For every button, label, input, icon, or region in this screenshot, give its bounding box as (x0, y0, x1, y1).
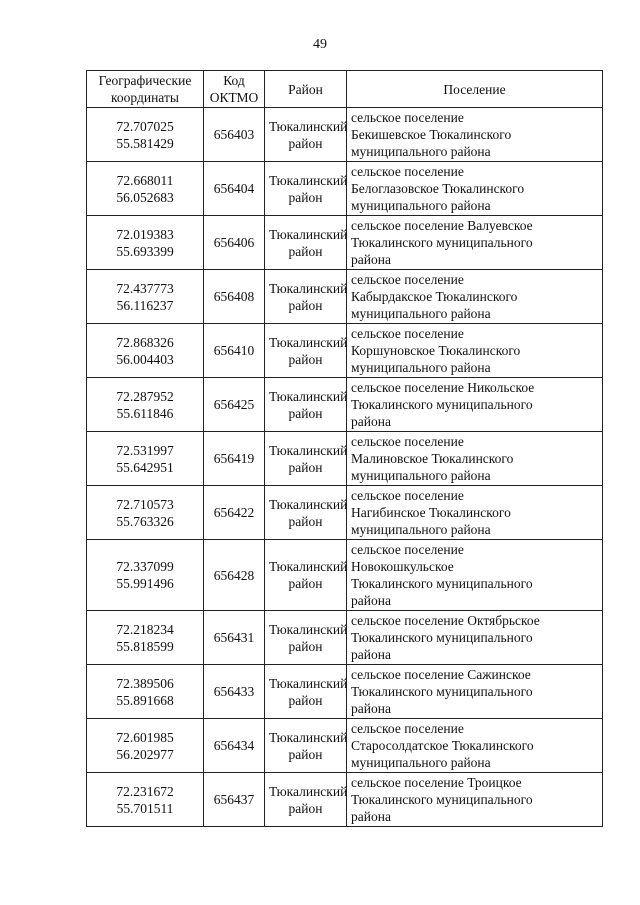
settlement-line: сельское поселение Сажинское (351, 667, 531, 682)
district-cell (265, 540, 347, 611)
settlement-cell (347, 108, 603, 162)
settlement-cell (347, 486, 603, 540)
longitude-value: 72.218234 (116, 621, 174, 637)
header-code-line: Код (223, 73, 245, 88)
district-line: Тюкалинский (269, 172, 348, 188)
coordinates-cell (87, 108, 204, 162)
settlement-line: района (351, 252, 391, 267)
header-settlement: Поселение (347, 71, 603, 108)
table-body (87, 108, 603, 827)
settlement-line: сельское поселение (351, 272, 464, 287)
district-line: Тюкалинский (269, 442, 348, 458)
settlement-cell (347, 270, 603, 324)
latitude-value: 55.611846 (116, 405, 174, 421)
district-line: Тюкалинский (269, 388, 348, 404)
district-line: Тюкалинский (269, 729, 348, 745)
settlement-line: сельское поселение Октябрьское (351, 613, 540, 628)
settlement-line: сельское поселение Никольское (351, 380, 535, 395)
oktmo-code-cell: 656433 (204, 665, 265, 719)
district-cell (265, 486, 347, 540)
longitude-value: 72.710573 (116, 496, 174, 512)
header-coordinates-line: координаты (111, 90, 179, 105)
table-row (87, 108, 603, 162)
table-row (87, 611, 603, 665)
settlement-cell (347, 540, 603, 611)
settlement-line: района (351, 701, 391, 716)
district-line: Тюкалинский (269, 280, 348, 296)
coordinates-cell (87, 162, 204, 216)
coordinates-cell (87, 432, 204, 486)
district-line: Тюкалинский (269, 496, 348, 512)
coordinates-cell (87, 773, 204, 827)
longitude-value: 72.389506 (116, 675, 174, 691)
settlement-line: района (351, 809, 391, 824)
district-cell (265, 270, 347, 324)
table-header-row (87, 71, 603, 108)
header-coordinates-line: Географические (98, 73, 192, 88)
coordinates-cell (87, 486, 204, 540)
longitude-value: 72.531997 (116, 442, 174, 458)
settlement-line: Тюкалинского муниципального (351, 684, 533, 699)
district-line: Тюкалинский (269, 559, 348, 574)
table-row (87, 162, 603, 216)
oktmo-code-cell: 656428 (204, 540, 265, 611)
longitude-value: 72.437773 (116, 280, 174, 296)
table-row (87, 486, 603, 540)
settlement-line: сельское поселение (351, 488, 464, 503)
table-row (87, 216, 603, 270)
coordinates-cell (87, 540, 204, 611)
settlement-cell (347, 611, 603, 665)
table-row (87, 324, 603, 378)
oktmo-code-cell: 656437 (204, 773, 265, 827)
latitude-value: 55.763326 (116, 513, 174, 529)
settlement-cell (347, 432, 603, 486)
district-line: район (288, 459, 323, 475)
settlement-line: Тюкалинского муниципального (351, 235, 533, 250)
latitude-value: 56.052683 (116, 189, 174, 205)
oktmo-code-cell: 656419 (204, 432, 265, 486)
settlement-line: района (351, 414, 391, 429)
settlement-line: Белоглазовское Тюкалинского (351, 181, 525, 196)
longitude-value: 72.231672 (116, 783, 174, 799)
oktmo-code-cell: 656431 (204, 611, 265, 665)
settlement-line: муниципального района (351, 198, 491, 213)
settlement-line: Старосолдатское Тюкалинского (351, 738, 534, 753)
district-line: район (288, 513, 323, 529)
district-line: район (288, 800, 323, 816)
settlement-cell (347, 719, 603, 773)
oktmo-code-cell: 656408 (204, 270, 265, 324)
page-number: 49 (313, 37, 327, 52)
latitude-value: 55.701511 (116, 800, 174, 816)
oktmo-code-cell: 656434 (204, 719, 265, 773)
settlement-line: муниципального района (351, 468, 491, 483)
district-cell (265, 324, 347, 378)
district-line: район (288, 243, 323, 259)
district-cell (265, 378, 347, 432)
district-line: район (288, 746, 323, 762)
settlements-table (86, 70, 603, 827)
settlement-cell (347, 216, 603, 270)
oktmo-code-cell: 656406 (204, 216, 265, 270)
oktmo-code-cell: 656425 (204, 378, 265, 432)
district-line: район (288, 638, 323, 654)
settlement-line: сельское поселение Троицкое (351, 775, 522, 790)
coordinates-cell (87, 611, 204, 665)
district-line: район (288, 692, 323, 708)
latitude-value: 55.642951 (116, 459, 174, 475)
coordinates-cell (87, 270, 204, 324)
settlement-line: Тюкалинского муниципального (351, 630, 533, 645)
table-row (87, 665, 603, 719)
longitude-value: 72.668011 (116, 172, 174, 188)
district-line: Тюкалинский (269, 118, 348, 134)
coordinates-cell (87, 324, 204, 378)
settlement-line: сельское поселение (351, 542, 464, 557)
longitude-value: 72.601985 (116, 729, 174, 745)
district-line: район (288, 297, 323, 313)
coordinates-cell (87, 719, 204, 773)
latitude-value: 56.116237 (116, 297, 174, 313)
settlement-line: района (351, 647, 391, 662)
header-district: Район (265, 71, 347, 108)
settlement-line: Тюкалинского муниципального (351, 792, 533, 807)
district-cell (265, 216, 347, 270)
district-cell (265, 611, 347, 665)
table-row (87, 432, 603, 486)
district-line: Тюкалинский (269, 675, 348, 691)
district-cell (265, 719, 347, 773)
settlement-cell (347, 378, 603, 432)
longitude-value: 72.337099 (116, 559, 174, 574)
district-cell (265, 162, 347, 216)
district-line: район (288, 135, 323, 151)
settlement-line: Кабырдакское Тюкалинского (351, 289, 518, 304)
district-line: Тюкалинский (269, 334, 348, 350)
district-line: Тюкалинский (269, 783, 348, 799)
coordinates-cell (87, 216, 204, 270)
settlement-line: сельское поселение (351, 110, 464, 125)
latitude-value: 56.004403 (116, 351, 174, 367)
district-line: Тюкалинский (269, 226, 348, 242)
header-coordinates (87, 71, 204, 108)
longitude-value: 72.707025 (116, 118, 174, 134)
coordinates-cell (87, 665, 204, 719)
settlement-cell (347, 162, 603, 216)
table-row (87, 719, 603, 773)
settlement-cell (347, 665, 603, 719)
settlement-cell (347, 773, 603, 827)
settlement-line: муниципального района (351, 522, 491, 537)
latitude-value: 55.581429 (116, 135, 174, 151)
settlement-line: Тюкалинского муниципального (351, 576, 533, 591)
settlement-line: Тюкалинского муниципального (351, 397, 533, 412)
latitude-value: 55.891668 (116, 692, 174, 708)
longitude-value: 72.287952 (116, 388, 174, 404)
settlement-cell (347, 324, 603, 378)
table-row (87, 540, 603, 611)
longitude-value: 72.019383 (116, 226, 174, 242)
settlement-line: муниципального района (351, 755, 491, 770)
header-oktmo-code (204, 71, 265, 108)
settlement-line: района (351, 593, 391, 608)
latitude-value: 55.693399 (116, 243, 174, 259)
district-line: Тюкалинский (269, 621, 348, 637)
latitude-value: 55.991496 (116, 576, 174, 591)
table-row (87, 378, 603, 432)
settlement-line: сельское поселение (351, 164, 464, 179)
oktmo-code-cell: 656403 (204, 108, 265, 162)
settlement-line: Малиновское Тюкалинского (351, 451, 514, 466)
district-line: район (288, 351, 323, 367)
district-cell (265, 432, 347, 486)
settlement-line: Новокошкульское (351, 559, 454, 574)
settlement-line: Нагибинское Тюкалинского (351, 505, 511, 520)
oktmo-code-cell: 656404 (204, 162, 265, 216)
district-line: район (288, 189, 323, 205)
coordinates-cell (87, 378, 204, 432)
district-line: район (288, 405, 323, 421)
latitude-value: 55.818599 (116, 638, 174, 654)
settlement-line: Коршуновское Тюкалинского (351, 343, 521, 358)
settlement-line: сельское поселение (351, 434, 464, 449)
settlement-line: сельское поселение (351, 326, 464, 341)
district-cell (265, 108, 347, 162)
settlement-line: муниципального района (351, 144, 491, 159)
table-row (87, 773, 603, 827)
district-line: район (288, 576, 323, 591)
oktmo-code-cell: 656422 (204, 486, 265, 540)
district-cell (265, 773, 347, 827)
table-row (87, 270, 603, 324)
settlement-line: муниципального района (351, 360, 491, 375)
settlement-line: муниципального района (351, 306, 491, 321)
settlement-line: сельское поселение (351, 721, 464, 736)
oktmo-code-cell: 656410 (204, 324, 265, 378)
settlement-line: сельское поселение Валуевское (351, 218, 533, 233)
district-cell (265, 665, 347, 719)
settlement-line: Бекишевское Тюкалинского (351, 127, 512, 142)
header-code-line: ОКТМО (209, 90, 259, 105)
latitude-value: 56.202977 (116, 746, 174, 762)
longitude-value: 72.868326 (116, 334, 174, 350)
